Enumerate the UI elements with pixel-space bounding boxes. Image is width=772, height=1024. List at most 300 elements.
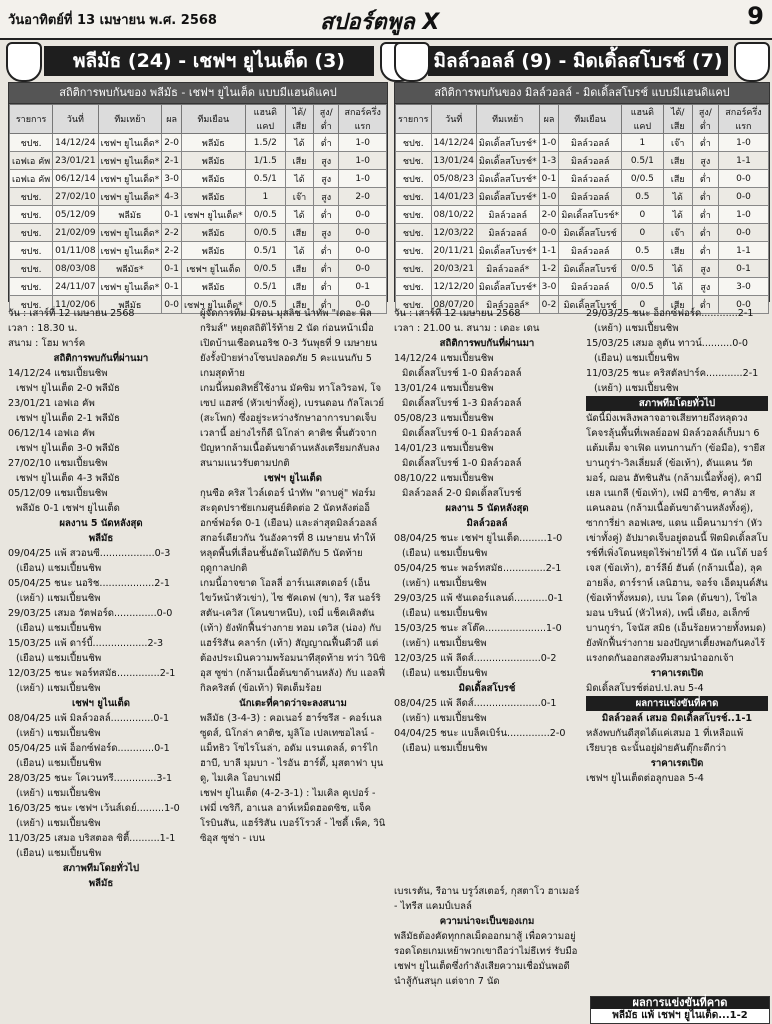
- table-cell: 2-1: [162, 152, 182, 170]
- table-cell: 0/0.5: [245, 260, 285, 278]
- text-line: (เยือน) แชมเปี้ยนชิพ: [16, 848, 102, 859]
- text-line: 05/08/23 แชมเปี้ยนชิพ: [394, 413, 494, 424]
- table-cell: 0-0: [718, 296, 768, 314]
- table-cell: ต่ำ: [313, 296, 338, 314]
- table-cell: 24/11/07: [53, 278, 98, 296]
- table-header: ทีมเยือน: [559, 105, 622, 134]
- table-cell: ชปช.: [10, 224, 53, 242]
- table-header: สูง/ต่ำ: [313, 105, 338, 134]
- table-cell: พลีมัธ: [181, 242, 245, 260]
- text-line: สถิติการพบกันที่ผ่านมา: [439, 338, 535, 349]
- text-line: (เยือน) แชมเปี้ยนชิพ: [402, 548, 488, 559]
- text-line: เกมนี้อาจขาด โอลลี่ อาร์เนเสตเดอร์ (เอ็นไขว้หน้าหัวเข่า), ไซ ชัคเดฟ (ขา), รีส นอร์ริสตัน-เควิส (โคนขาหนีบ), เจมี่ แช็คเคิลตัน (เท้า) ยังพักฟื้นร่างกาย ทอม เดวิส (น่อง) กับ แฮร์ริสัน คลาร์ก (เท้า) สัญญาณฟื้นดีวดี แต่ต้องประเมินความพร้อมนาทีสุดท้าย ทว่า วินิซิอุส ซูซ่า (กล้ามเนื้อต้นขาด้านหลัง) กับ แอลฟี่ กิลคริสต์ (ข้อเท้า) ฟิตเต็มร้อย: [200, 578, 386, 694]
- text-line: 12/03/25 ชนะ พอร์ทสมัธ..............2-1: [8, 668, 176, 679]
- page-number: 9: [747, 2, 764, 30]
- millwall-crest-icon: [394, 42, 430, 82]
- table-cell: 0-1: [339, 278, 387, 296]
- table-cell: 1-0: [539, 188, 559, 206]
- text-line: มิดเดิ้ลสโบรช์ 1-3 มิลล์วอลล์: [402, 398, 522, 409]
- table-cell: เชฟฯ ยูไนเต็ด*: [98, 134, 162, 152]
- predicted-result-title: ผลการแข่งขันที่คาด: [591, 997, 769, 1009]
- table-cell: ชปช.: [10, 260, 53, 278]
- text-line: นักเตะที่คาดว่าจะลงสนาม: [239, 698, 347, 709]
- table-cell: สูง: [692, 260, 718, 278]
- table-cell: เจ๊า: [663, 224, 692, 242]
- text-line: พลีมัธ 0-1 เชฟฯ ยูไนเต็ด: [16, 503, 120, 514]
- table-row: [10, 134, 387, 152]
- table-cell: 3-0: [162, 170, 182, 188]
- text-line: เชฟฯ ยูไนเต็ด: [263, 473, 323, 484]
- text-line: เวลา : 21.00 น. สนาม : เดอะ เดน: [394, 323, 540, 334]
- table-cell: ได้: [663, 260, 692, 278]
- table-row: [10, 188, 387, 206]
- table-row: [396, 260, 769, 278]
- table-cell: 4-3: [162, 188, 182, 206]
- text-line: ผลงาน 5 นัดหลังสุด: [445, 503, 529, 514]
- table-cell: 0.5/1: [622, 152, 664, 170]
- predicted-result-text: พลีมัธ แพ้ เชฟฯ ยูไนเต็ด...1-2: [612, 1010, 748, 1021]
- table-cell: ชปช.: [396, 206, 432, 224]
- left-column-1: [8, 306, 194, 1020]
- table-cell: 2-0: [339, 188, 387, 206]
- table-cell: 20/03/21: [431, 260, 476, 278]
- right-column-1-bottom: [394, 884, 580, 1020]
- table-cell: 0-1: [539, 170, 559, 188]
- text-line: มิลล์วอลล์ 2-0 มิดเดิ้ลสโบรช์: [402, 488, 522, 499]
- text-line: 28/03/25 ชนะ โคเวนทรี..............3-1: [8, 773, 173, 784]
- table-cell: 0.5/1: [245, 170, 285, 188]
- table-row: [396, 152, 769, 170]
- table-cell: ได้: [663, 278, 692, 296]
- table-cell: 0-0: [162, 296, 182, 314]
- text-line: วัน : เสาร์ที่ 12 เมษายน 2568: [394, 308, 521, 319]
- text-line: (เหย้า) แชมเปี้ยนชิพ: [402, 578, 487, 589]
- table-cell: 0-0: [539, 224, 559, 242]
- table-cell: เสีย: [285, 224, 313, 242]
- table-cell: พลีมัธ: [181, 224, 245, 242]
- text-line: นัดนี้มิ่งเพลิงพลาจอาจเสียทายถึงหลุดวงโคจรลุ้นพื้นที่เพลย์ออฟ มิลล์วอลล์เก็บมา 6 แต้มเต็ม จาเฟิด แทนกานก้า (ข้อมือ), รายีส บานกูร่า-วิลเลี่ยมส์ (ข้อเท้า), ดันแคน วัตมอร์, ฌอน ฮัทชินสัน (กล้ามเนื้อทั้งคู่), คามีเยล เนเกลี (ข้อเท้า), เฟมี อาซีซ, คาลัม สแคนลอน (กล้ามเนื้อต้นขาด้านหลังทั้งคู่), ซาการี่ย่า ลอฟเลซ, แดน แม็คนามาร่า (หัวเข่าทั้งคู่) อัปมาดเจ็บอยู่ตอนนี้ ฟิตมิดเดิ้ลสโบรช์ที่เพิ่งโดนหยุดไร้พ่ายไว้ที่ 4 นัด เนโต้ บอร์เจส (ข้อเท้า), ฮาร์ลีย์ ฮันต์ (กล้ามเนื้อ), ลุค อายลิ่ง, ดาร์ราห์ เลนิฮาน, จอร์จ เอ็ดมุนด์สัน (ข้อเท้าทั้งหมด), เบน โดค (ต้นขา), โซไลมอน บรินน์ (หัวไหล่), เพนี่ เดียง, อเล็กซ์ บานกูร่า, โจนัส สมิธ (เอ็นร้อยหวายทั้งหมด) ยังพักฟื้นร่างกาย มองปัญหาเตี้ยงพอกันคงไร้แรงกดกันออกสองทีมสามนำออกเจ้า: [586, 413, 768, 664]
- table-cell: 05/08/23: [431, 170, 476, 188]
- table-cell: มิดเดิ้ลสโบรช์*: [559, 206, 622, 224]
- text-line: กุนซือ คริส ไวล์เดอร์ นำทัพ "ดาบคู่" ฟอร์มสะดุดปราชัยเกมศูนย์ติดต่อ 2 นัดหลังต่ออ็อกซ์ฟอร์ด 0-1 (เยือน) และล่าสุดมิลล์วอลล์สกอร์เดียวกัน วันอังคารที่ 8 เมษายน ทำให้หลุดพื้นที่เลื่อนชั้นอัตโนมัติกับ 5 นัดท้ายฤดูกาลปกติ: [200, 488, 378, 574]
- table-cell: ต่ำ: [692, 188, 718, 206]
- table-cell: ชปช.: [396, 152, 432, 170]
- table-row: [396, 206, 769, 224]
- table-cell: พลีมัธ: [181, 188, 245, 206]
- table-cell: 23/01/21: [53, 152, 98, 170]
- text-line: (เหย้า) แชมเปี้ยนชิพ: [16, 818, 101, 829]
- table-cell: มิดเดิ้ลสโบรช์*: [476, 188, 539, 206]
- table-header: สกอร์ครึ่งแรก: [718, 105, 768, 134]
- table-cell: มิดเดิ้ลสโบรช์*: [476, 242, 539, 260]
- table-cell: ชปช.: [396, 188, 432, 206]
- text-line: มิดเดิ้ลสโบรช์: [458, 683, 516, 694]
- table-cell: 13/01/24: [431, 152, 476, 170]
- table-cell: เสีย: [285, 152, 313, 170]
- text-line: สถิติการพบกันที่ผ่านมา: [53, 353, 149, 364]
- table-cell: เชฟฯ ยูไนเต็ด*: [98, 242, 162, 260]
- text-line: เชฟฯ ยูไนเต็ด: [71, 698, 131, 709]
- table-cell: ชปช.: [396, 278, 432, 296]
- text-line: 08/04/25 แพ้ ลีดส์......................0-1: [394, 698, 557, 709]
- table-cell: พลีมัธ: [181, 278, 245, 296]
- text-line: ราคาเรตเปิด: [650, 758, 704, 769]
- table-row: [396, 278, 769, 296]
- table-cell: เสีย: [663, 296, 692, 314]
- text-line: 29/03/25 เสมอ วัตฟอร์ด..............0-0: [8, 608, 173, 619]
- issue-date: วันอาทิตย์ที่ 13 เมษายน พ.ศ. 2568: [8, 13, 217, 28]
- table-cell: 12/12/20: [431, 278, 476, 296]
- table-cell: เชฟฯ ยูไนเต็ด*: [98, 170, 162, 188]
- table-cell: เชฟฯ ยูไนเต็ด*: [181, 296, 245, 314]
- text-line: มิลล์วอลล์: [466, 518, 508, 529]
- table-cell: 0-2: [539, 296, 559, 314]
- text-line: 09/04/25 แพ้ สวอนซี..................0-3: [8, 548, 171, 559]
- table-header: ผล: [539, 105, 559, 134]
- table-cell: ต่ำ: [313, 278, 338, 296]
- text-line: (เยือน) แชมเปี้ยนชิพ: [16, 758, 102, 769]
- text-line: มิลล์วอลล์ เสมอ มิดเดิ้ลสโบรช์..1-1: [601, 713, 753, 724]
- table-cell: ได้: [285, 242, 313, 260]
- table-cell: 0-1: [162, 260, 182, 278]
- table-cell: เสีย: [663, 170, 692, 188]
- table-cell: พลีมัธ: [181, 134, 245, 152]
- table-cell: มิลล์วอลล์: [559, 188, 622, 206]
- text-line: เกมนี้หมดสิทธิ์ใช้งาน มัคซิม ทาโลวิรอฟ, โจเซป แฮสซ์ (หัวเข่าทั้งคู่), เบรนดอน กัลโลเวย์ (สะโพก) ซึ่งอยู่ระหว่างรักษาอาการบาดเจ็บเวลานี้ อย่างไรก็ดี นิโกล่า คาติช พื้นตัวจากปัญหากล้ามเนื้อต้นขาด้านหลังเตรียมกลับลงสนามแนวรับตามปกติ: [200, 383, 385, 469]
- text-line: พลีมัธ: [88, 533, 114, 544]
- table-cell: 0.5/1: [245, 242, 285, 260]
- table-cell: 08/10/22: [431, 206, 476, 224]
- table-cell: ต่ำ: [313, 242, 338, 260]
- left-table-caption: สถิติการพบกันของ พลีมัธ - เชฟฯ ยูไนเต็ด แบบมีแฮนดิแคป: [9, 83, 387, 104]
- text-line: 08/10/22 แชมเปี้ยนชิพ: [394, 473, 494, 484]
- table-header: รายการ: [10, 105, 53, 134]
- text-line: 12/03/25 แพ้ ลีดส์......................0-2: [394, 653, 557, 664]
- table-cell: เสีย: [663, 152, 692, 170]
- table-cell: มิดเดิ้ลสโบรช์*: [476, 152, 539, 170]
- text-line: พลีมัธ: [88, 878, 114, 889]
- table-cell: มิดเดิ้ลสโบรช์: [559, 296, 622, 314]
- table-cell: ชปช.: [396, 242, 432, 260]
- text-line: วัน : เสาร์ที่ 12 เมษายน 2568: [8, 308, 135, 319]
- table-row: [396, 224, 769, 242]
- text-line: หลังพบกันดีสุดได้แค่เสมอ 1 ที่เหลือแพ้เรียบวุธ ฉะนั้นอยู่ฝ่ายคันตุ๊กะดีกว่า: [586, 728, 744, 754]
- middlesbrough-crest-icon: [734, 42, 770, 82]
- table-cell: ต่ำ: [692, 242, 718, 260]
- table-cell: ชปช.: [396, 134, 432, 152]
- table-cell: พลีมัธ: [181, 152, 245, 170]
- table-cell: 1-0: [339, 152, 387, 170]
- table-cell: 0.5/1: [245, 278, 285, 296]
- table-cell: ชปช.: [10, 296, 53, 314]
- table-cell: เสีย: [285, 260, 313, 278]
- text-line: 27/02/10 แชมเปี้ยนชิพ: [8, 458, 108, 469]
- text-line: ราคาเรตเปิด: [650, 668, 704, 679]
- left-match-banner: พลีมัธ (24) - เชฟฯ ยูไนเต็ด (3): [44, 46, 374, 76]
- table-cell: 2-2: [162, 224, 182, 242]
- table-cell: ชปช.: [10, 278, 53, 296]
- text-line: (เหย้า) แชมเปี้ยนชิพ: [594, 323, 679, 334]
- table-cell: ได้: [285, 170, 313, 188]
- table-cell: มิดเดิ้ลสโบรช์: [559, 224, 622, 242]
- text-line: เบรเรตัน, รีอาน บรูว์สเตอร์, กุสตาโว ฮาเมอร์ - ไทรีส แคมป์เบลล์: [394, 886, 580, 912]
- table-cell: มิลล์วอลล์: [476, 224, 539, 242]
- table-header: ทีมเยือน: [181, 105, 245, 134]
- text-line: 05/04/25 ชนะ พอร์ทสมัธ..............2-1: [394, 563, 562, 574]
- table-cell: 08/03/08: [53, 260, 98, 278]
- table-cell: เชฟฯ ยูไนเต็ด: [181, 260, 245, 278]
- text-line: 08/04/25 ชนะ เชฟฯ ยูไนเต็ด.........1-0: [394, 533, 563, 544]
- table-cell: พลีมัธ*: [98, 260, 162, 278]
- table-cell: เสีย: [663, 242, 692, 260]
- text-line: 15/03/25 เสมอ ลูตัน ทาวน์..........0-0: [586, 338, 748, 349]
- table-cell: 14/12/24: [53, 134, 98, 152]
- table-cell: 0-1: [162, 206, 182, 224]
- table-cell: ชปช.: [10, 242, 53, 260]
- table-row: [10, 170, 387, 188]
- table-cell: มิลล์วอลล์*: [476, 260, 539, 278]
- table-cell: พลีมัธ: [181, 170, 245, 188]
- text-line: พลีมัธต้องคัดทุกกลเม็ดออกมาสู้ เพื่อความอยู่รอดโดยเกมเหย้าพวกเขาถือว่าไม่ธีเทร่ รับมือเชฟฯ ยูไนเต็ดซึ่งกำลังเสียความเชื่อมั่นพอดีนำสู้กันสนุก แต่จาก 7 นัด: [394, 931, 578, 987]
- table-cell: มิลล์วอลล์*: [476, 296, 539, 314]
- text-line: 05/04/25 แพ้ อ็อกซ์ฟอร์ด............0-1: [8, 743, 170, 754]
- table-cell: สูง: [313, 188, 338, 206]
- table-header: รายการ: [396, 105, 432, 134]
- table-cell: 08/07/20: [431, 296, 476, 314]
- table-cell: ชปช.: [10, 134, 53, 152]
- text-line: 11/03/25 เสมอ บริสตอล ซิตี้..........1-1: [8, 833, 176, 844]
- table-cell: 21/02/09: [53, 224, 98, 242]
- right-table-caption: สถิติการพบกันของ มิลล์วอลล์ - มิดเดิ้ลสโบรช์ แบบมีแฮนดิแคป: [395, 83, 769, 104]
- table-cell: พลีมัธ: [98, 206, 162, 224]
- table-cell: ต่ำ: [692, 224, 718, 242]
- text-line: สภาพทีมโดยทั่วไป: [62, 863, 140, 874]
- table-cell: 1-0: [539, 134, 559, 152]
- text-line: เชฟฯ ยูไนเต็ด (4-2-3-1) : ไมเคิล คูเปอร์ - เฟมี่ เซริกี, อาเนล อาห์เหม็ดฮอดซิช, แจ็ค โรบินสัน, แฮร์ริสัน เบอร์โรวส์ - ไซดี้ เพ็ค, วินิซิอุส ซูซ่า - เบน: [200, 788, 386, 844]
- table-header: ผล: [162, 105, 182, 134]
- text-line: (เหย้า) แชมเปี้ยนชิพ: [402, 638, 487, 649]
- text-line: เวลา : 18.30 น.: [8, 323, 78, 334]
- table-cell: 0/0.5: [245, 206, 285, 224]
- table-cell: 1-0: [718, 134, 768, 152]
- right-stats-table: [394, 82, 770, 311]
- text-line: 14/12/24 แชมเปี้ยนชิพ: [394, 353, 494, 364]
- table-cell: สูง: [692, 278, 718, 296]
- text-line: ผู้จัดการทีม มิรอน มุสลิช นำทัพ "เดอะ พิลกริมส์" หยุดสถิติไร้ท้าย 2 นัด ก่อนหน้าเมื่อเปิดบ้านเชือดนอริช 0-3 วันพุธที่ 9 เมษายน ยังรั้งป้ายห่างโซนปลอดภัย 5 คะแนนกับ 5 เกมสุดท้าย: [200, 308, 378, 379]
- table-cell: ต่ำ: [313, 206, 338, 224]
- text-line: 05/04/25 ชนะ นอริช..................2-1: [8, 578, 170, 589]
- table-cell: 1: [245, 188, 285, 206]
- table-cell: ได้: [663, 206, 692, 224]
- text-line: 23/01/21 เอฟเอ คัพ: [8, 398, 95, 409]
- text-line: (เยือน) แชมเปี้ยนชิพ: [16, 563, 102, 574]
- table-cell: 0-0: [339, 224, 387, 242]
- table-cell: 0-0: [718, 188, 768, 206]
- table-cell: มิดเดิ้ลสโบรช์*: [476, 170, 539, 188]
- table-cell: 12/03/22: [431, 224, 476, 242]
- table-cell: 0: [622, 206, 664, 224]
- table-cell: 1-0: [339, 134, 387, 152]
- text-line: (เยือน) แชมเปี้ยนชิพ: [402, 743, 488, 754]
- table-cell: 20/11/21: [431, 242, 476, 260]
- table-cell: ต่ำ: [692, 206, 718, 224]
- table-cell: 0/0.5: [245, 224, 285, 242]
- table-cell: 0-1: [718, 260, 768, 278]
- table-cell: ชปช.: [10, 188, 53, 206]
- table-cell: 1-0: [718, 206, 768, 224]
- table-cell: ชปช.: [396, 260, 432, 278]
- table-header: สกอร์ครึ่งแรก: [339, 105, 387, 134]
- right-column-2: [586, 306, 768, 992]
- text-line: ผลงาน 5 นัดหลังสุด: [59, 518, 143, 529]
- table-cell: มิดเดิ้ลสโบรช์*: [476, 134, 539, 152]
- text-line: มิดเดิ้ลสโบรช์ 1-0 มิลล์วอลล์: [402, 368, 522, 379]
- table-cell: 0/0.5: [622, 260, 664, 278]
- table-cell: 14/01/23: [431, 188, 476, 206]
- table-cell: สูง: [692, 152, 718, 170]
- table-cell: พลีมัธ: [98, 296, 162, 314]
- table-cell: สูง: [313, 152, 338, 170]
- text-line: มิดเดิ้ลสโบรช์ 0-1 มิลล์วอลล์: [402, 428, 522, 439]
- table-cell: ต่ำ: [692, 170, 718, 188]
- table-cell: ต่ำ: [692, 296, 718, 314]
- table-cell: ชปช.: [10, 206, 53, 224]
- text-line: (เหย้า) แชมเปี้ยนชิพ: [594, 383, 679, 394]
- table-cell: 05/12/09: [53, 206, 98, 224]
- text-line: 06/12/14 เอฟเอ คัพ: [8, 428, 95, 439]
- table-row: [10, 206, 387, 224]
- text-line: เชฟฯ ยูไนเต็ด 2-1 พลีมัธ: [16, 413, 120, 424]
- table-header: ทีมเหย้า: [98, 105, 162, 134]
- table-row: [396, 170, 769, 188]
- table-cell: สูง: [313, 170, 338, 188]
- table-cell: 0-0: [339, 206, 387, 224]
- table-row: [10, 242, 387, 260]
- table-cell: เชฟฯ ยูไนเต็ด*: [98, 278, 162, 296]
- table-cell: มิลล์วอลล์: [559, 242, 622, 260]
- text-line: 15/03/25 ชนะ สโต๊ค....................1-0: [394, 623, 562, 634]
- table-cell: เชฟฯ ยูไนเต็ด*: [98, 152, 162, 170]
- table-cell: มิลล์วอลล์: [559, 170, 622, 188]
- text-line: 11/03/25 ชนะ คริสตัลปาร์ค............2-1: [586, 368, 759, 379]
- table-cell: 0: [622, 296, 664, 314]
- text-line: (เหย้า) แชมเปี้ยนชิพ: [402, 713, 487, 724]
- table-row: [10, 260, 387, 278]
- right-match-banner: มิลล์วอลล์ (9) - มิดเดิ้ลสโบรช์ (7): [428, 46, 728, 76]
- table-cell: 0/0.5: [622, 278, 664, 296]
- table-cell: ต่ำ: [313, 134, 338, 152]
- table-row: [396, 242, 769, 260]
- table-cell: มิดเดิ้ลสโบรช์: [559, 260, 622, 278]
- table-cell: เจ๊า: [663, 134, 692, 152]
- text-line: ผลการแข่งขันที่คาด: [586, 696, 768, 711]
- text-line: 29/03/25 แพ้ ซันเดอร์แลนด์...........0-1: [394, 593, 564, 604]
- table-cell: 0-0: [718, 170, 768, 188]
- text-line: เชฟฯ ยูไนเต็ดต่อลูกบอล 5-4: [586, 773, 704, 784]
- table-cell: เชฟฯ ยูไนเต็ด*: [98, 188, 162, 206]
- table-cell: สูง: [313, 224, 338, 242]
- table-cell: 0/0.5: [622, 170, 664, 188]
- table-cell: 0.5: [622, 242, 664, 260]
- table-cell: เชฟฯ ยูไนเต็ด*: [181, 206, 245, 224]
- table-cell: 1-2: [539, 260, 559, 278]
- table-cell: 11/02/06: [53, 296, 98, 314]
- text-line: 29/03/25 ชนะ อ็อกซ์ฟอร์ด............2-1: [586, 308, 754, 319]
- page-header: [0, 0, 772, 40]
- text-line: (เหย้า) แชมเปี้ยนชิพ: [16, 593, 101, 604]
- table-cell: มิลล์วอลล์: [559, 278, 622, 296]
- table-cell: 1/1.5: [245, 152, 285, 170]
- table-header: ได้/เสีย: [285, 105, 313, 134]
- table-cell: 1-3: [539, 152, 559, 170]
- text-line: เชฟฯ ยูไนเต็ด 2-0 พลีมัธ: [16, 383, 120, 394]
- text-line: 14/12/24 แชมเปี้ยนชิพ: [8, 368, 108, 379]
- table-header: แฮนดิแคป: [622, 105, 664, 134]
- table-cell: มิลล์วอลล์: [559, 134, 622, 152]
- table-cell: 0-0: [339, 296, 387, 314]
- text-line: สภาพทีมโดยทั่วไป: [586, 396, 768, 411]
- text-line: เชฟฯ ยูไนเต็ด 3-0 พลีมัธ: [16, 443, 120, 454]
- plymouth-crest-icon: [6, 42, 42, 82]
- table-cell: 1-1: [718, 152, 768, 170]
- predicted-result-box: [590, 996, 770, 1024]
- text-line: 05/12/09 แชมเปี้ยนชิพ: [8, 488, 108, 499]
- table-cell: เสีย: [285, 278, 313, 296]
- text-line: (เยือน) แชมเปี้ยนชิพ: [402, 668, 488, 679]
- table-cell: 1-1: [718, 242, 768, 260]
- right-column-1: [394, 306, 580, 880]
- table-cell: 0-1: [162, 278, 182, 296]
- table-cell: ต่ำ: [313, 260, 338, 278]
- left-stats-table: [8, 82, 388, 311]
- table-header: สูง/ต่ำ: [692, 105, 718, 134]
- text-line: (เหย้า) แชมเปี้ยนชิพ: [16, 683, 101, 694]
- table-cell: ได้: [285, 206, 313, 224]
- text-line: (เหย้า) แชมเปี้ยนชิพ: [16, 788, 101, 799]
- table-cell: 27/02/10: [53, 188, 98, 206]
- left-column-2: [200, 306, 386, 1020]
- table-cell: 0: [622, 224, 664, 242]
- table-cell: 0/0.5: [245, 296, 285, 314]
- text-line: ความน่าจะเป็นของเกม: [439, 916, 535, 927]
- brand-logo: สปอร์ตพูล X: [320, 10, 440, 35]
- text-line: สนาม : โฮม พาร์ค: [8, 338, 86, 349]
- table-header: วันที่: [53, 105, 98, 134]
- text-line: 15/03/25 แพ้ ดาร์บี้..................2-3: [8, 638, 164, 649]
- table-cell: มิดเดิ้ลสโบรช์*: [476, 278, 539, 296]
- table-cell: มิลล์วอลล์: [559, 152, 622, 170]
- table-cell: 1-1: [539, 242, 559, 260]
- table-cell: 1.5/2: [245, 134, 285, 152]
- table-header: ทีมเหย้า: [476, 105, 539, 134]
- table-cell: เสีย: [285, 296, 313, 314]
- table-cell: ได้: [663, 188, 692, 206]
- table-cell: เจ๊า: [285, 188, 313, 206]
- table-cell: 3-0: [718, 278, 768, 296]
- table-cell: 2-2: [162, 242, 182, 260]
- table-row: [10, 152, 387, 170]
- text-line: มิดเดิ้ลสโบรช์ต่อป.ป.ลบ 5-4: [586, 683, 704, 694]
- table-cell: 0-0: [718, 224, 768, 242]
- table-cell: 06/12/14: [53, 170, 98, 188]
- text-line: (เหย้า) แชมเปี้ยนชิพ: [16, 728, 101, 739]
- text-line: 04/04/25 ชนะ แบล็คเบิร์น..............2-0: [394, 728, 566, 739]
- table-cell: ชปช.: [396, 170, 432, 188]
- table-cell: 2-0: [162, 134, 182, 152]
- table-cell: มิลล์วอลล์: [476, 206, 539, 224]
- table-cell: 1-0: [339, 170, 387, 188]
- table-cell: 01/11/08: [53, 242, 98, 260]
